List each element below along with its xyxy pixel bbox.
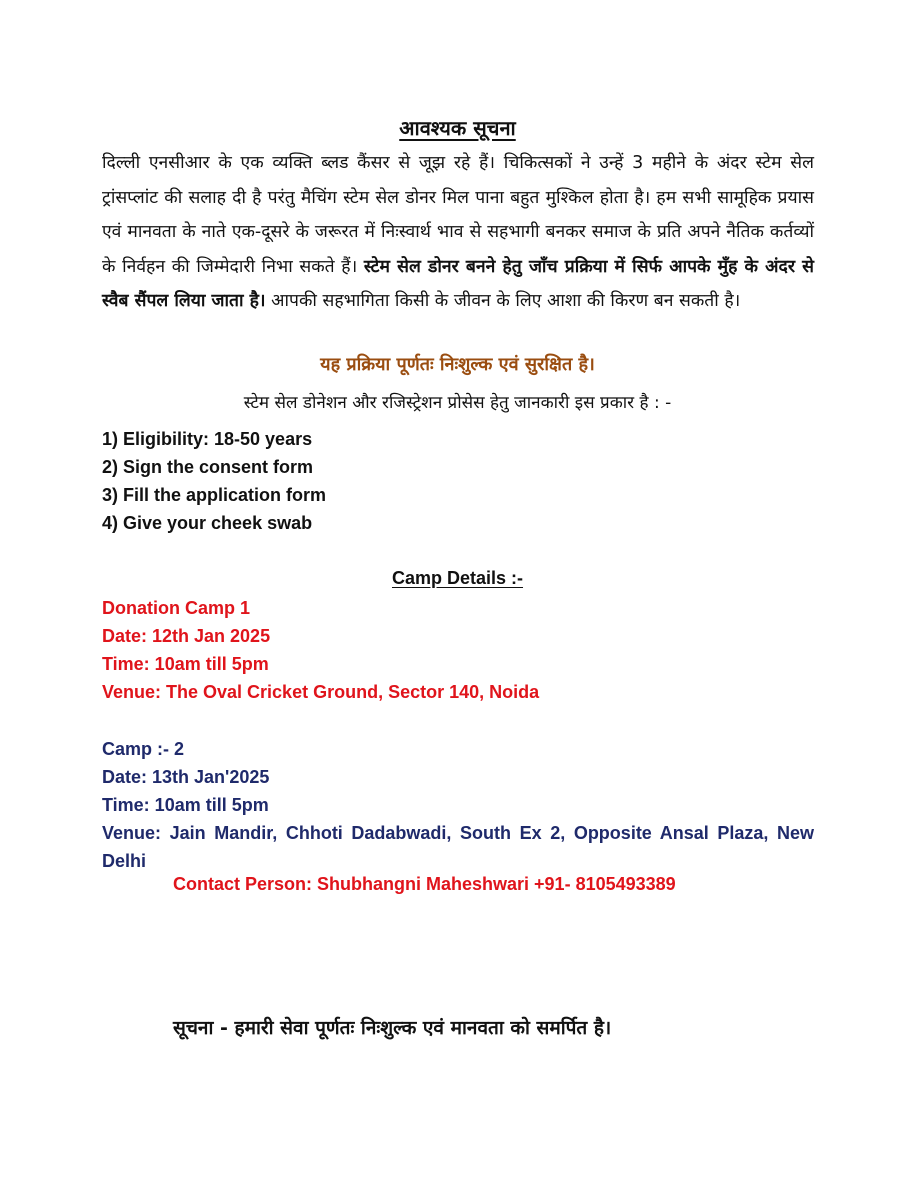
appeal-paragraph	[102, 146, 814, 319]
camp-2-date: Date: 13th Jan'2025	[102, 767, 270, 787]
appeal-text-part1: दिल्ली एनसीआर के एक व्यक्ति ब्लड कैंसर से जूझ रहे हैं। चिकित्सकों ने उन्हें 3 महीने के अंदर स्टेम सेल ट्रांसप्लांट की सलाह दी है परंतु मैचिंग स्टेम सेल डोनर मिल पाना बहुत मुश्किल होता है। हम सभी सामूहिक प्रयास एवं मानवता के नाते एक-दूसरे के जरूरत में निःस्वार्थ भाव से सहभागी बनकर समाज के प्रति अपने नैतिक कर्तव्यों के निर्वहन की जिम्मेदारी निभा सकते हैं।	[102, 153, 814, 277]
service-notice: सूचना - हमारी सेवा पूर्णतः निःशुल्क एवं मानवता को समर्पित है।	[173, 1017, 612, 1039]
document-title-text: आवश्यक सूचना	[399, 116, 516, 140]
appeal-text-bold: स्टेम सेल डोनर बनने हेतु जाँच प्रक्रिया में सिर्फ आपके मुँह के अंदर से स्वैब सैंपल लिया जाता है।	[102, 256, 814, 311]
appeal-text-part2: आपकी सहभागिता किसी के जीवन के लिए आशा की किरण बन सकती है।	[265, 291, 741, 311]
camp-1-block	[102, 594, 814, 706]
camp-1-date: Date: 12th Jan 2025	[102, 626, 271, 646]
step-application: 3) Fill the application form	[102, 485, 327, 505]
step-consent: 2) Sign the consent form	[102, 457, 314, 477]
document-title	[0, 114, 915, 141]
donation-steps-list	[102, 425, 326, 537]
camp-1-venue: Venue: The Oval Cricket Ground, Sector 140, Noida	[102, 682, 540, 702]
process-info-line: स्टेम सेल डोनेशन और रजिस्ट्रेशन प्रोसेस हेतु जानकारी इस प्रकार है : -	[243, 393, 672, 413]
camp-2-venue: Venue: Jain Mandir, Chhoti Dadabwadi, South Ex 2, Opposite Ansal Plaza, New Delhi	[102, 823, 814, 871]
camp-2-block	[102, 735, 814, 875]
free-safe-statement: यह प्रक्रिया पूर्णतः निःशुल्क एवं सुरक्षित है।	[320, 354, 595, 375]
contact-person: Contact Person: Shubhangni Maheshwari +91- 8105493389	[173, 874, 676, 894]
step-eligibility: 1) Eligibility: 18-50 years	[102, 429, 313, 449]
camp-2-name: Camp :- 2	[102, 739, 185, 759]
camp-details-heading-text: Camp Details :-	[391, 568, 524, 588]
camp-1-name: Donation Camp 1	[102, 598, 251, 618]
step-cheek-swab: 4) Give your cheek swab	[102, 513, 313, 533]
camp-details-heading	[0, 568, 915, 589]
camp-1-time: Time: 10am till 5pm	[102, 654, 269, 674]
camp-2-time: Time: 10am till 5pm	[102, 795, 269, 815]
